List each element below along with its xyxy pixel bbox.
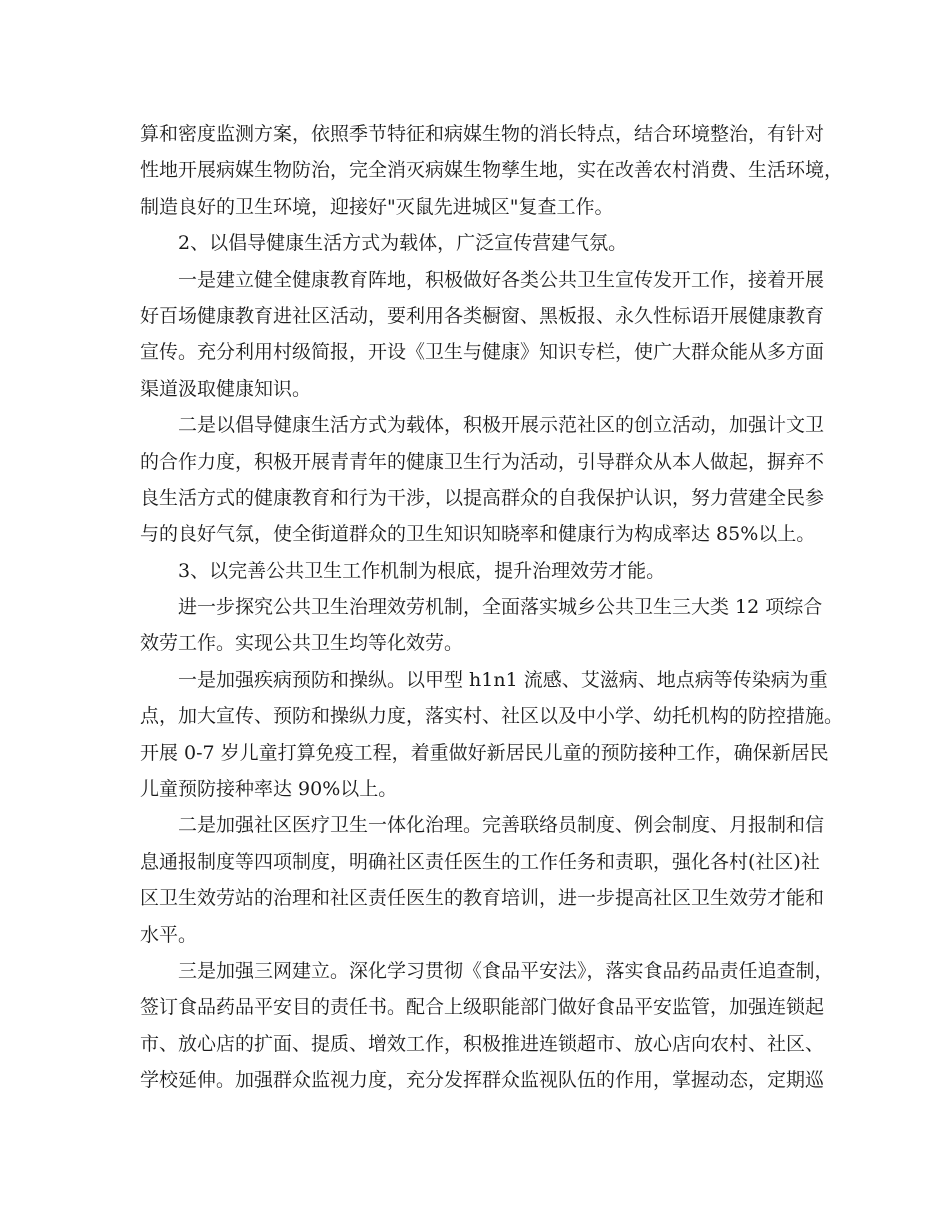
text-line: 三是加强三网建立。深化学习贯彻《食品平安法》，落实食品药品责任追查制，: [178, 959, 834, 982]
text-line: 水平。: [140, 923, 198, 946]
text-line: 市、放心店的扩面、提质、增效工作，积极推进连锁超市、放心店向农村、社区、: [140, 1032, 825, 1055]
text-line: 开展 0-7 岁儿童打算免疫工程，着重做好新居民儿童的预防接种工作，确保新居民: [140, 741, 829, 764]
text-line: 与的良好气氛，使全街道群众的卫生知识知晓率和健康行为构成率达 85%以上。: [140, 523, 816, 546]
text-line: 二是加强社区医疗卫生一体化治理。完善联络员制度、例会制度、月报制和信: [178, 814, 825, 837]
text-line: 学校延伸。加强群众监视力度，充分发挥群众监视队伍的作用，掌握动态，定期巡: [140, 1069, 825, 1092]
text-line: 算和密度监测方案，依照季节特征和病媒生物的消长特点，结合环境整治，有针对: [140, 123, 825, 145]
text-line: 宣传。充分利用村级简报，开设《卫生与健康》知识专栏，使广大群众能从多方面: [140, 341, 825, 364]
text-line: 制造良好的卫生环境，迎接好"灭鼠先进城区"复查工作。: [140, 195, 614, 218]
text-line: 一是建立健全健康教育阵地，积极做好各类公共卫生宣传发开工作，接着开展: [178, 268, 825, 291]
text-line: 的合作力度，积极开展青青年的健康卫生行为活动，引导群众从本人做起，摒弃不: [140, 450, 825, 473]
text-line: 渠道汲取健康知识。: [140, 377, 312, 400]
text-line: 区卫生效劳站的治理和社区责任医生的教育培训，进一步提高社区卫生效劳才能和: [140, 887, 825, 910]
text-line: 性地开展病媒生物防治，完全消灭病媒生物孳生地，实在改善农村消费、生活环境，: [140, 159, 844, 182]
text-line: 息通报制度等四项制度，明确社区责任医生的工作任务和责职，强化各村(社区)社: [140, 850, 820, 873]
document-body: [140, 116, 844, 1099]
text-line: 进一步探究公共卫生治理效劳机制，全面落实城乡公共卫生三大类 12 项综合: [178, 596, 823, 619]
text-line: 签订食品药品平安目的责任书。配合上级职能部门做好食品平安监管，加强连锁起: [140, 996, 825, 1019]
text-line: 二是以倡导健康生活方式为载体，积极开展示范社区的创立活动，加强计文卫: [178, 414, 825, 437]
text-line: 良生活方式的健康教育和行为干涉，以提高群众的自我保护认识，努力营建全民参: [140, 486, 825, 509]
text-line: 效劳工作。实现公共卫生均等化效劳。: [140, 632, 464, 655]
document-page: [140, 116, 844, 1099]
text-line: 3、以完善公共卫生工作机制为根底，提升治理效劳才能。: [178, 559, 666, 582]
text-line: 儿童预防接种率达 90%以上。: [140, 778, 398, 801]
text-line: 点，加大宣传、预防和操纵力度，落实村、社区以及中小学、幼托机构的防控措施。: [140, 705, 844, 728]
text-line: 2、以倡导健康生活方式为载体，广泛宣传营建气氛。: [178, 232, 628, 255]
text-line: 一是加强疾病预防和操纵。以甲型 h1n1 流感、艾滋病、地点病等传染病为重: [178, 668, 828, 691]
text-line: 好百场健康教育进社区活动，要利用各类橱窗、黑板报、永久性标语开展健康教育: [140, 304, 825, 327]
